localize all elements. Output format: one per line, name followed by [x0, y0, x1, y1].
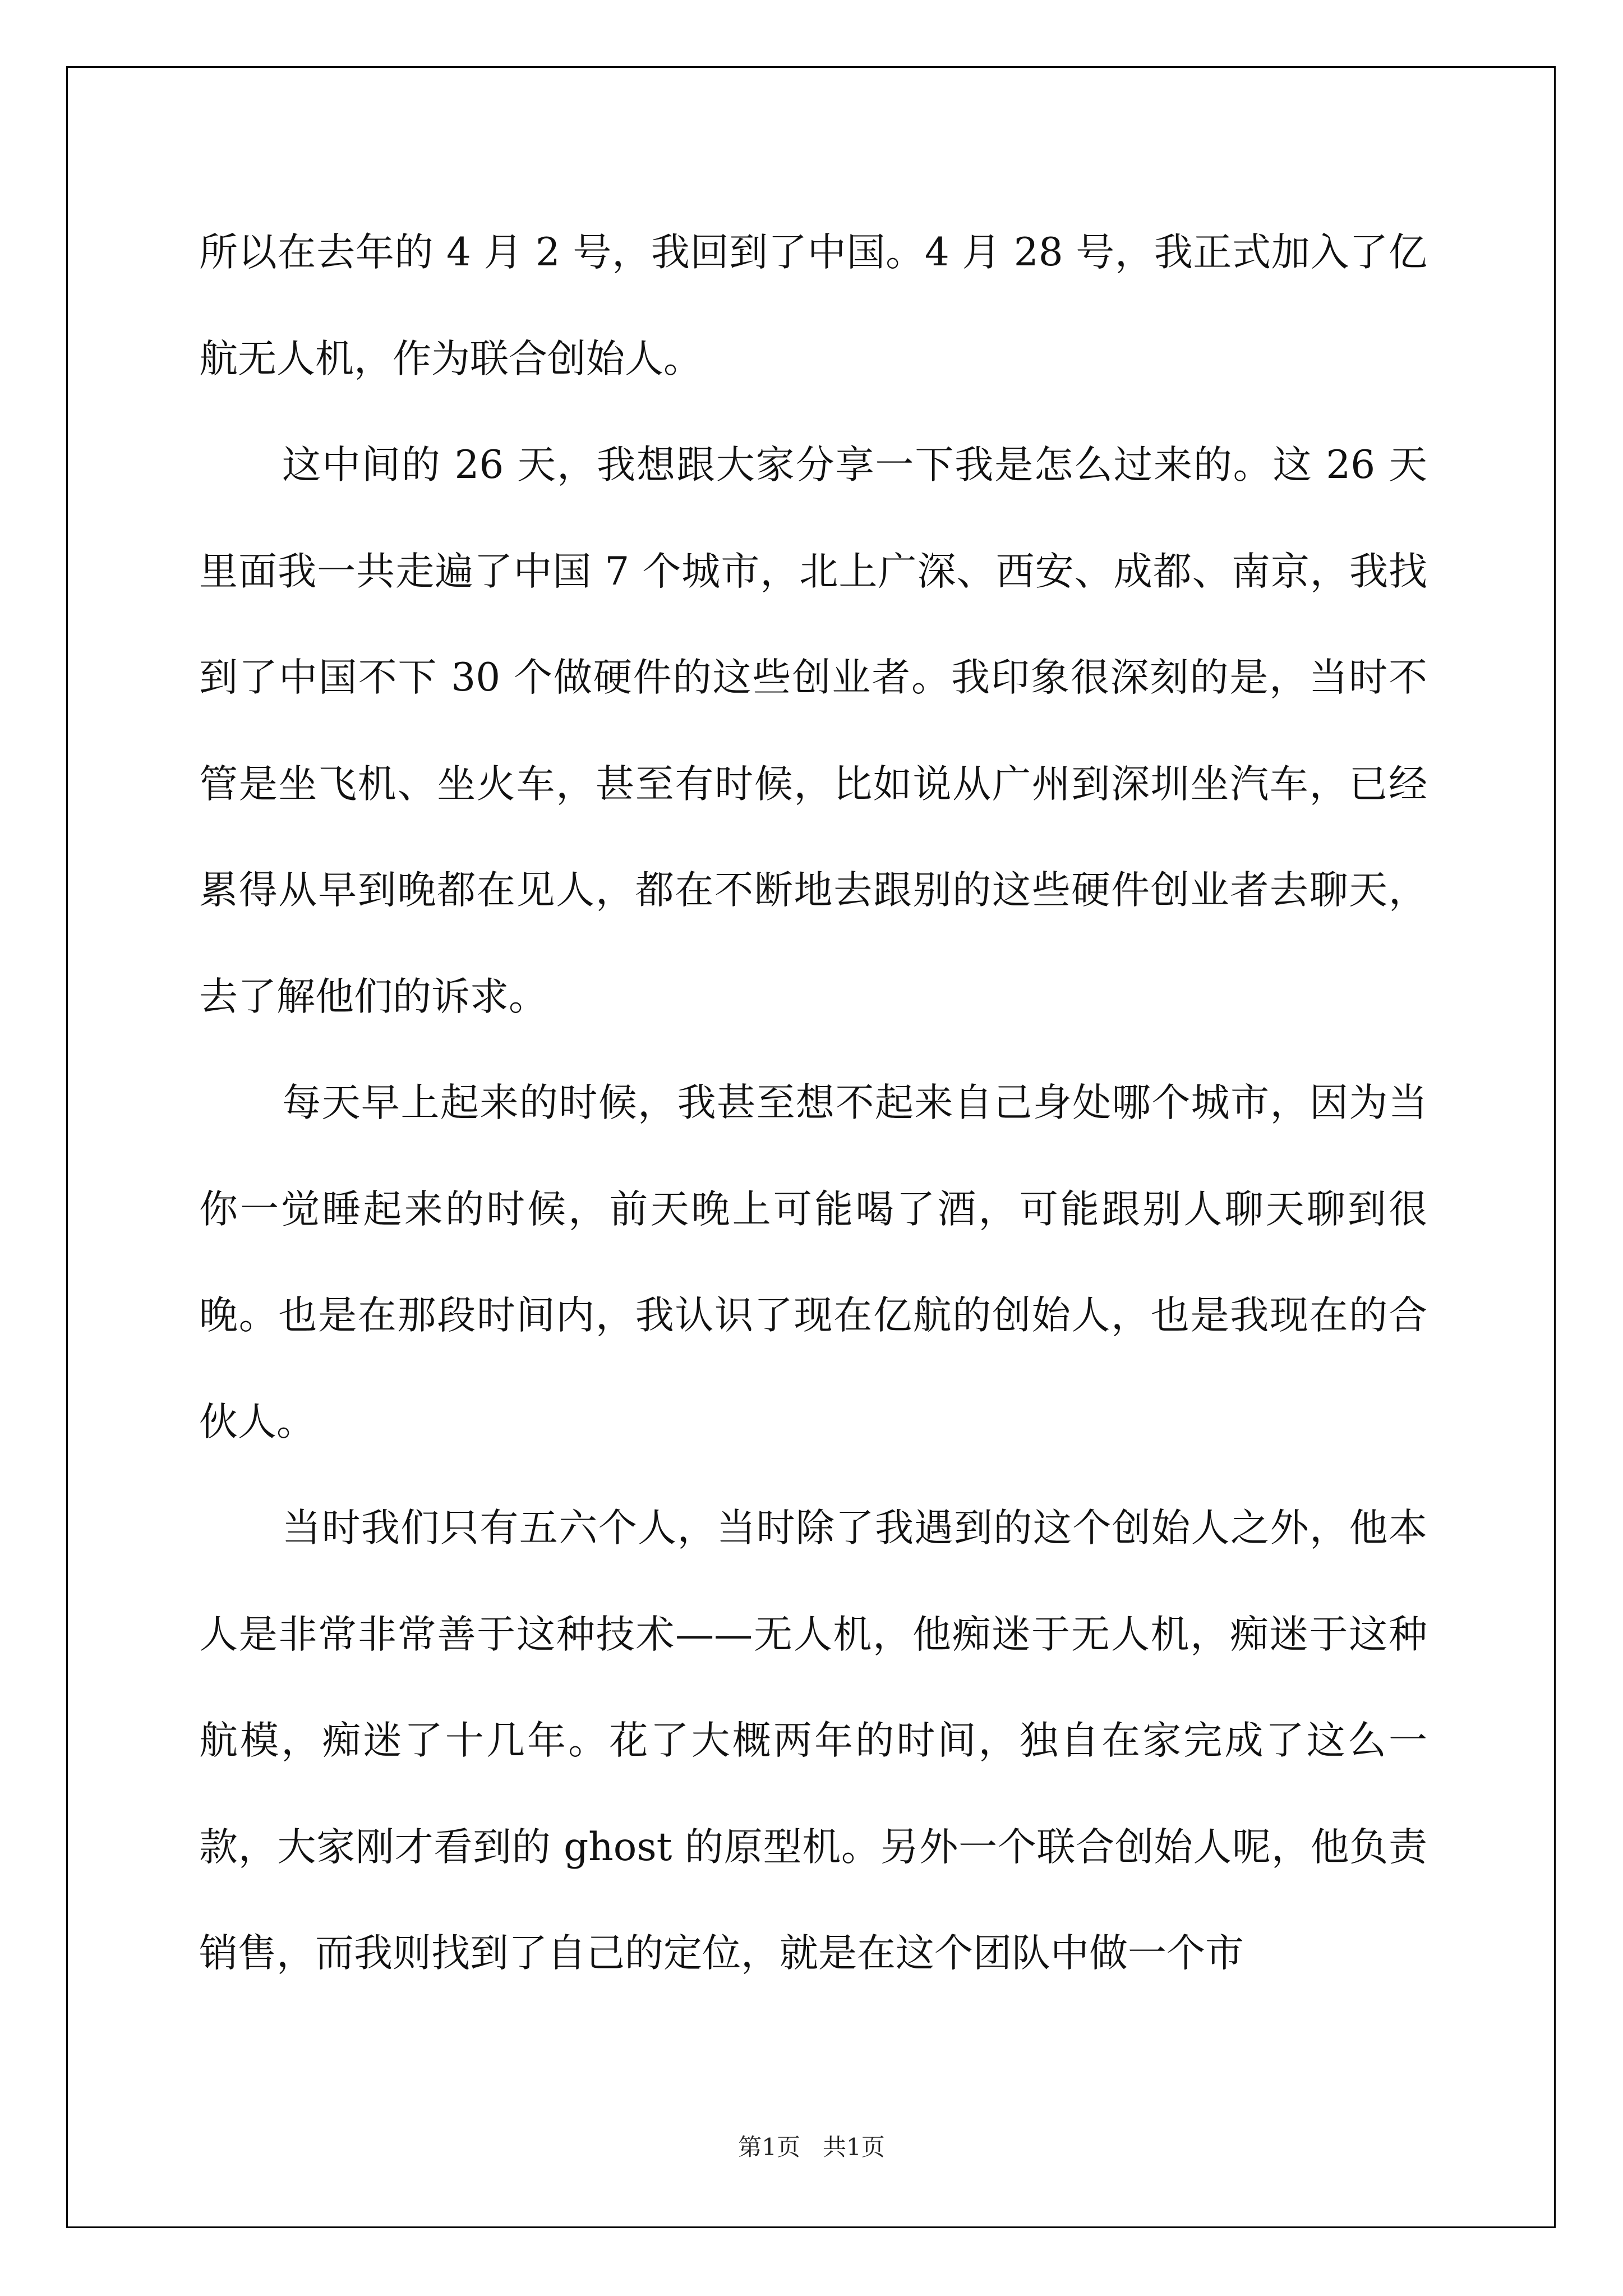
paragraph-3: 每天早上起来的时候，我甚至想不起来自己身处哪个城市，因为当你一觉睡起来的时候，前天晚上可能喝了酒，可能跟别人聊天聊到很晚。也是在那段时间内，我认识了现在亿航的创始人，也是我现在的合伙人。 [199, 1080, 1427, 1444]
paragraph-1: 所以在去年的 4 月 2 号，我回到了中国。4 月 28 号，我正式加入了亿航无人机，作为联合创始人。 [199, 230, 1427, 381]
page-number-footer: 第1页 共1页 [738, 2133, 885, 2161]
document-body [199, 200, 1427, 2007]
paragraph-4: 当时我们只有五六个人，当时除了我遇到的这个创始人之外，他本人是非常非常善于这种技术——无人机，他痴迷于无人机，痴迷于这种航模，痴迷了十几年。花了大概两年的时间，独自在家完成了这么一款，大家刚才看到的 ghost 的原型机。另外一个联合创始人呢，他负责销售，而我则找到了自己的定位，就是在这个团队中做一个市 [199, 1506, 1427, 1976]
paragraph-2: 这中间的 26 天，我想跟大家分享一下我是怎么过来的。这 26 天里面我一共走遍了中国 7 个城市，北上广深、西安、成都、南京，我找到了中国不下 30 个做硬件的这些创业者。我印象很深刻的是，当时不管是坐飞机、坐火车，甚至有时候，比如说从广州到深圳坐汽车，已经累得从早到晚都在见人，都在不断地去跟别的这些硬件创业者去聊天，去了解他们的诉求。 [199, 443, 1427, 1019]
